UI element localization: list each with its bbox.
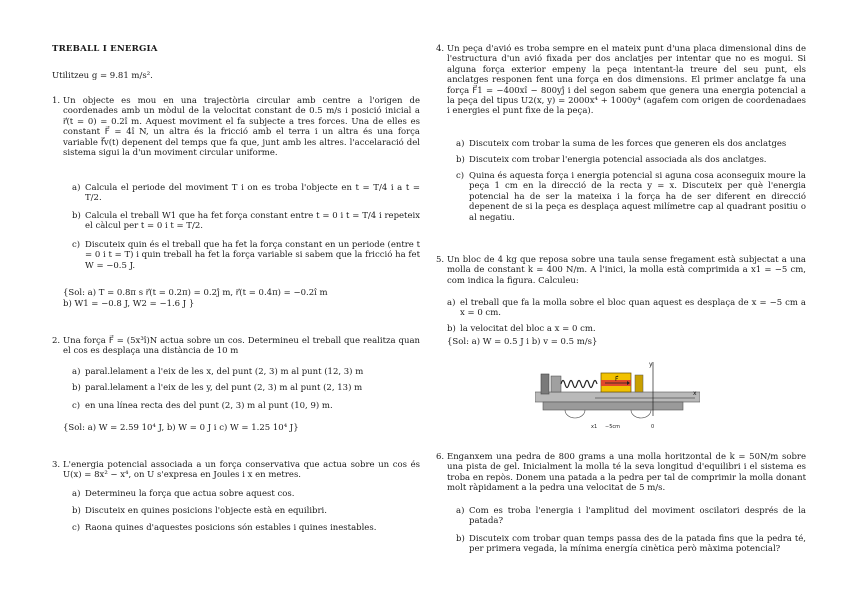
solution-5: {Sol: a) W = 0.5 J i b) v = 0.5 m/s}	[447, 337, 598, 347]
item-text: Com es troba l'energia i l'amplitud del moviment oscilatori després de la patada?	[469, 506, 806, 527]
wheel-left	[565, 410, 585, 418]
problem-number: 2.	[52, 336, 61, 346]
zero-label: 0	[651, 424, 655, 430]
problem-4c	[456, 171, 806, 223]
problem-1	[52, 96, 420, 158]
problem-5b	[447, 324, 806, 334]
problem-6a	[456, 506, 806, 527]
item-label: c)	[72, 240, 81, 250]
item-label: a)	[456, 139, 465, 149]
table-base	[543, 402, 683, 410]
problem-6	[436, 452, 806, 494]
item-text: el treball que fa la molla sobre el bloc quan aquest es desplaça de x = −5 cm a x = 0 cm.	[460, 298, 806, 319]
left-pillar	[551, 376, 561, 392]
problem-2b	[72, 383, 420, 393]
spring-block-figure	[535, 360, 700, 432]
wall	[541, 374, 549, 394]
problem-4a	[456, 139, 806, 149]
problem-3	[52, 460, 420, 481]
item-text: Raona quines d'aquestes posicions són estables i quines inestables.	[85, 523, 377, 533]
problem-1a	[72, 183, 420, 204]
item-label: c)	[72, 523, 81, 533]
wheel-right	[631, 410, 651, 418]
solution-1-line1: {Sol: a) T = 0.8π s r⃗(t = 0.2π) = 0.2ĵ m, r⃗(t = 0.4π) = −0.2î m	[63, 288, 328, 298]
item-label: a)	[447, 298, 456, 308]
problem-number: 5.	[436, 255, 445, 265]
problem-text: Un peça d'avió es troba sempre en el mateix punt d'una placa dimensional dins de l'estructura d'un avió fixada per dos anclatjes per intentar que no es mogui. Si alguna força exterior empeny la peça intentant-la treure del seu punt, els anclatges responen fent una força en dos dimensions. El primer anclatge fa una força F⃗1 = −400xî − 800yĵ i del segon sabem que genera una energia potencial a la peça del tipus U2(x, y) = 2000x⁴ + 1000y⁴ (agafem com origen de coordenadaes i energies el punt fixe de la peça).	[447, 44, 806, 117]
problem-5a	[447, 298, 806, 319]
problem-3a	[72, 489, 420, 499]
intro-text: Utilitzeu g = 9.81 m/s².	[52, 71, 153, 81]
problem-number: 1.	[52, 96, 61, 106]
y-axis-label: y	[649, 361, 653, 368]
problem-1b	[72, 211, 420, 232]
item-text: Discuteix en quines posicions l'objecte està en equilibri.	[85, 506, 327, 516]
item-text: Quina és aquesta força i energia potencial si aguna cosa aconseguix moure la peça 1 cm en la direcció de la recta y = x. Discuteix per què l'energia potencial ha de ser la mateixa i la força ha de ser diferent en direcció depenent de si la peça es desplaça aquest milímetre cap al quadrant positiu o al negatiu.	[469, 171, 806, 223]
problem-text: L'energia potencial associada a un força conservativa que actua sobre un cos és U(x) = 8x² − x⁴, on U s'expresa en Joules i x en metres.	[63, 460, 420, 481]
item-label: b)	[72, 506, 81, 516]
item-text: la velocitat del bloc a x = 0 cm.	[460, 324, 596, 334]
problem-3b	[72, 506, 420, 516]
problem-6b	[456, 534, 806, 555]
item-label: b)	[72, 211, 81, 221]
item-text: Calcula el periode del moviment T i on es troba l'objecte en t = T/4 i a t = T/2.	[85, 183, 420, 204]
problem-number: 6.	[436, 452, 445, 462]
item-label: c)	[72, 401, 81, 411]
problem-text: Una força F⃗ = (5x³î)N actua sobre un cos. Determineu el treball que realitza quan el cos es desplaça una distància de 10 m	[63, 336, 420, 357]
item-label: b)	[456, 534, 465, 544]
item-label: a)	[72, 183, 81, 193]
problem-number: 3.	[52, 460, 61, 470]
problem-2	[52, 336, 420, 357]
problem-2c	[72, 401, 420, 411]
right-post	[635, 375, 643, 392]
x1-label: x1	[591, 424, 598, 430]
item-label: b)	[456, 155, 465, 165]
problem-3c	[72, 523, 420, 533]
item-text: Discuteix com trobar l'energia potencial associada als dos anclatges.	[469, 155, 767, 165]
item-text: Discuteix quin és el treball que ha fet la força constant en un periode (entre t = 0 i t = T) i quin treball ha fet la força variable si sabem que la fricció ha fet W = −0.5 J.	[85, 240, 420, 271]
problem-4	[436, 44, 806, 117]
problem-text: Un objecte es mou en una trajectòria circular amb centre a l'origen de coordenades amb un mòdul de la velocitat constant de 0.5 m/s i posició inicial a r⃗(t = 0) = 0.2î m. Aquest moviment el fa subjecte a tres forces. Una de elles es constant F⃗ = 4î N, un altra és la fricció amb el terra i un altra és una força variable f⃗v(t) depenent del temps que fa que, junt amb les altres. l'accelaració del sistema sigui la d'un moviment circular uniforme.	[63, 96, 420, 159]
item-text: paral.lelament a l'eix de les x, del punt (2, 3) m al punt (12, 3) m	[85, 367, 364, 377]
item-label: b)	[447, 324, 456, 334]
page-title: TREBALL I ENERGIA	[52, 44, 158, 54]
item-text: en una línea recta des del punt (2, 3) m al punt (10, 9) m.	[85, 401, 333, 411]
x-axis-label: x	[693, 390, 697, 397]
problem-5	[436, 255, 806, 286]
item-label: b)	[72, 383, 81, 393]
item-text: Determineu la força que actua sobre aquest cos.	[85, 489, 295, 499]
item-label: a)	[72, 367, 81, 377]
item-text: paral.lelament a l'eix de les y, del punt (2, 3) m al punt (2, 13) m	[85, 383, 363, 393]
item-text: Calcula el treball W1 que ha fet força constant entre t = 0 i t = T/4 i repeteix el càlcul per t = 0 i t = T/2.	[85, 211, 420, 232]
problem-text: Enganxem una pedra de 800 grams a una molla horitzontal de k = 50N/m sobre una pista de gel. Inicialment la molla té la seva longitud d'equilibri i el sistema es troba en repòs. Donem una patada a la pedra per tal de comprimir la molla donant molt ràpidament a la pedra una velocitat de 5 m/s.	[447, 452, 806, 494]
solution-1-line2: b) W1 = −0.8 J, W2 = −1.6 J }	[63, 299, 195, 309]
table-top	[535, 392, 700, 402]
spring	[561, 381, 597, 388]
item-label: a)	[456, 506, 465, 516]
solution-2: {Sol: a) W = 2.59 10⁴ J, b) W = 0 J i c) W = 1.25 10⁴ J}	[63, 423, 299, 433]
problem-1c	[72, 240, 420, 271]
item-text: Discuteix com trobar quan temps passa des de la patada fins que la pedra té, per primera vegada, la mínima energía cinètica però màxima potencial?	[469, 534, 806, 555]
item-label: a)	[72, 489, 81, 499]
minus-5cm-label: −5cm	[605, 424, 620, 430]
problem-number: 4.	[436, 44, 445, 54]
problem-4b	[456, 155, 806, 165]
problem-text: Un bloc de 4 kg que reposa sobre una taula sense fregament està subjectat a una molla de constant k = 400 N/m. A l'inici, la molla està comprimida a x1 = −5 cm, com indica la figura. Calculeu:	[447, 255, 806, 286]
item-label: c)	[456, 171, 465, 181]
force-label: F⃗	[615, 376, 619, 383]
item-text: Discuteix com trobar la suma de les forces que generen els dos anclatges	[469, 139, 787, 149]
problem-2a	[72, 367, 420, 377]
